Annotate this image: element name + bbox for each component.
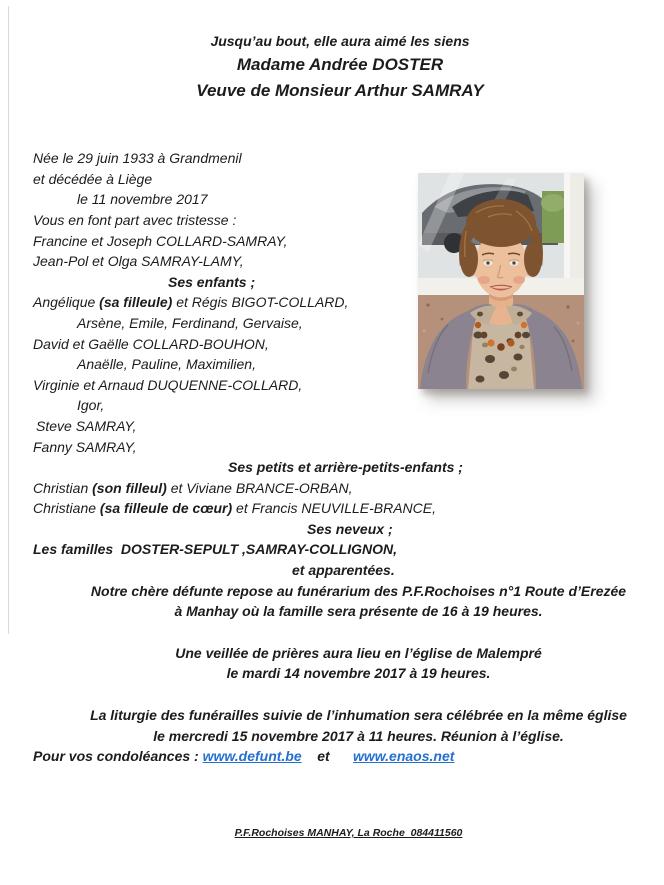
body-line: à Manhay où la famille sera présente de 16 à 19 heures. bbox=[174, 603, 543, 620]
widow-line: Veuve de Monsieur Arthur SAMRAY bbox=[196, 81, 484, 100]
body-line: Christiane (sa filleule de cœur) et Francis NEUVILLE-BRANCE, bbox=[33, 500, 437, 517]
body-line: La liturgie des funérailles suivie de l’inhumation sera célébrée en la même église bbox=[90, 707, 627, 724]
body-line: et apparentées. bbox=[292, 562, 395, 579]
announcement-body bbox=[0, 107, 664, 885]
body-line: Steve SAMRAY, bbox=[36, 417, 137, 434]
condolences-line: Pour vos condoléances : www.defunt.be et www.enaos.net bbox=[33, 748, 455, 765]
body-line: Jean-Pol et Olga SAMRAY-LAMY, bbox=[33, 253, 244, 270]
section-grandchildren: Ses petits et arrière-petits-enfants ; bbox=[228, 459, 463, 476]
body-line: Igor, bbox=[77, 397, 105, 414]
section-nephews: Ses neveux ; bbox=[307, 520, 393, 537]
body-line: Christian (son filleul) et Viviane BRANCE-ORBAN, bbox=[33, 479, 353, 496]
body-line: Née le 29 juin 1933 à Grandmenil bbox=[33, 150, 242, 167]
enaos-link[interactable]: www.enaos.net bbox=[353, 748, 455, 765]
deceased-name: Madame Andrée DOSTER bbox=[236, 55, 444, 74]
defunt-link[interactable]: www.defunt.be bbox=[202, 748, 302, 765]
body-line: Angélique (sa filleule) et Régis BIGOT-COLLARD, bbox=[33, 294, 349, 311]
body-line: et décédée à Liège bbox=[33, 170, 153, 187]
title-block bbox=[0, 30, 664, 104]
blank-line bbox=[33, 684, 664, 705]
body-line: le 11 novembre 2017 bbox=[77, 191, 208, 208]
body-line: Anaëlle, Pauline, Maximilien, bbox=[77, 356, 256, 373]
body-line: Virginie et Arnaud DUQUENNE-COLLARD, bbox=[33, 376, 303, 393]
body-line: Les familles DOSTER-SEPULT ,SAMRAY-COLLIGNON, bbox=[33, 541, 398, 558]
section-children: Ses enfants ; bbox=[168, 273, 256, 290]
body-line: Vous en font part avec tristesse : bbox=[33, 211, 237, 228]
funeral-home-footer: P.F.Rochoises MANHAY, La Roche 084411560 bbox=[234, 827, 463, 839]
body-line: le mardi 14 novembre 2017 à 19 heures. bbox=[226, 665, 491, 682]
body-line: Arsène, Emile, Ferdinand, Gervaise, bbox=[77, 314, 303, 331]
body-line: Une veillée de prières aura lieu en l’église de Malempré bbox=[175, 644, 542, 661]
body-line: Francine et Joseph COLLARD-SAMRAY, bbox=[33, 232, 288, 249]
body-line: Notre chère défunte repose au funérarium des P.F.Rochoises n°1 Route d’Erezée bbox=[90, 582, 627, 599]
body-line: David et Gaëlle COLLARD-BOUHON, bbox=[33, 335, 269, 352]
body-lines-host bbox=[33, 148, 664, 767]
blank-line bbox=[33, 622, 664, 643]
epitaph-line: Jusqu’au bout, elle aura aimé les siens bbox=[210, 33, 470, 49]
body-line: Fanny SAMRAY, bbox=[33, 438, 137, 455]
body-line: le mercredi 15 novembre 2017 à 11 heures. Réunion à l’église. bbox=[153, 727, 564, 744]
